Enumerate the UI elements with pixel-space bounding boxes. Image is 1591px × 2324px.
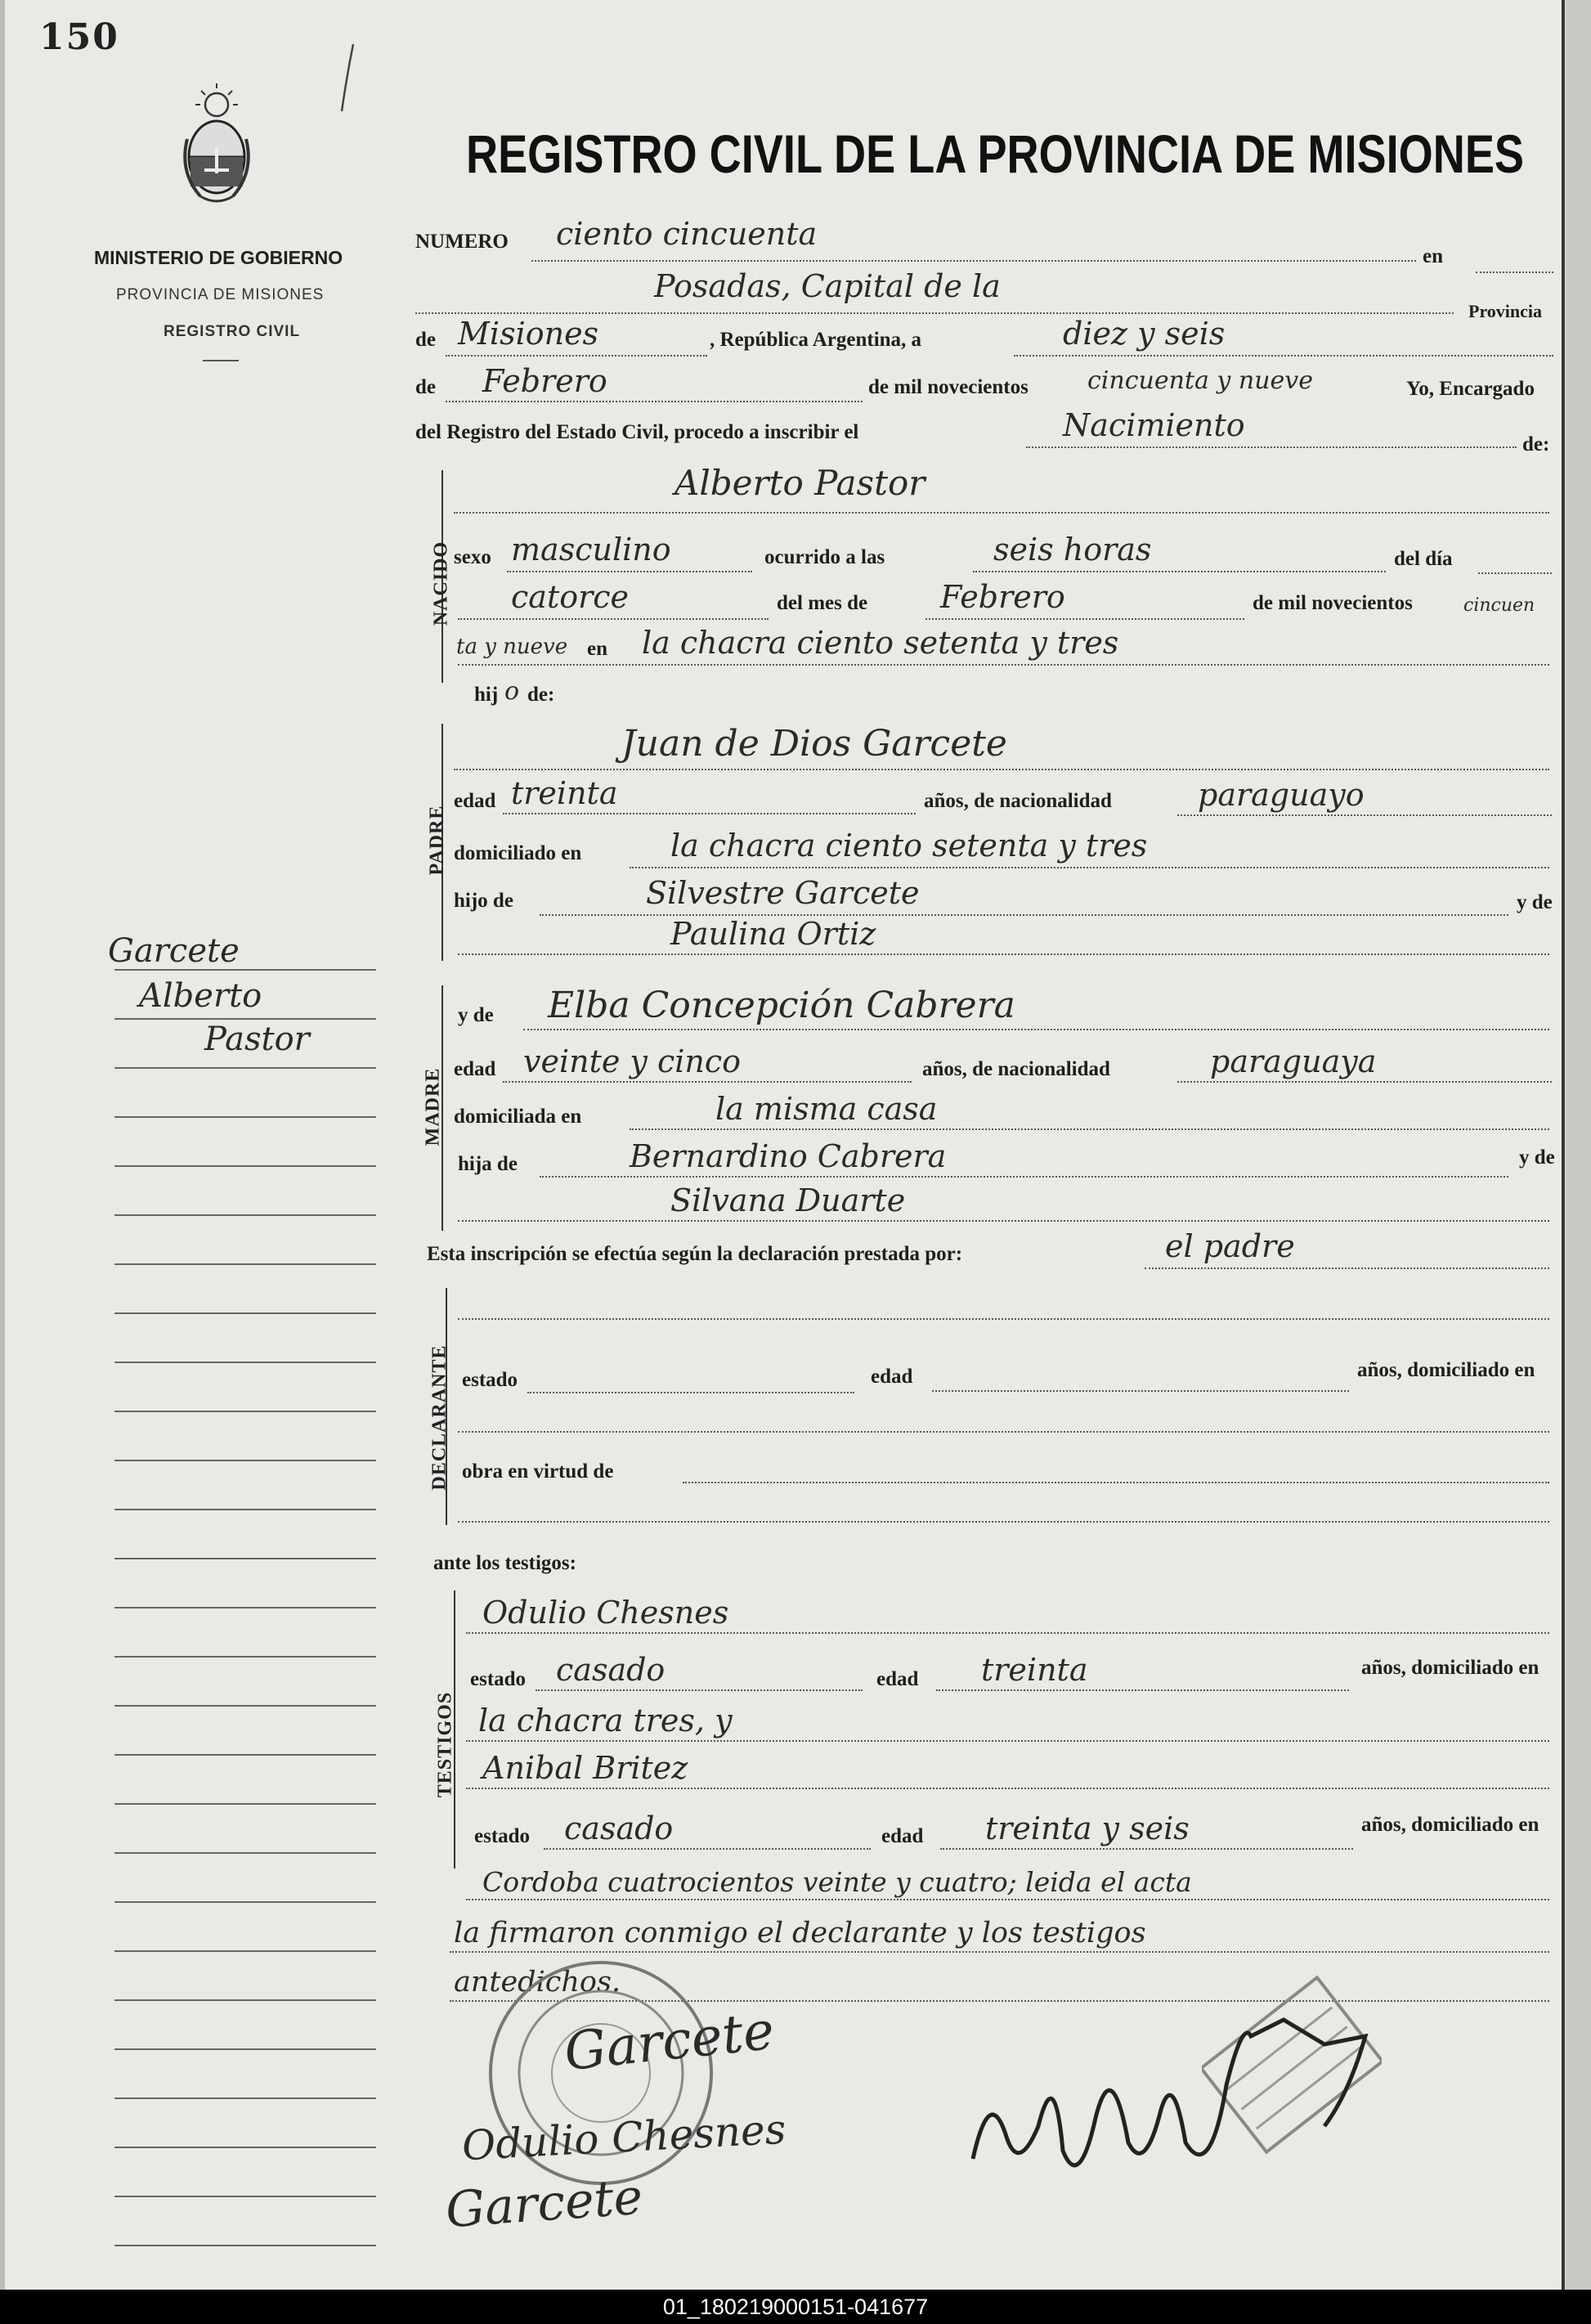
margin-rule bbox=[114, 1607, 376, 1608]
value-acto: Nacimiento bbox=[1063, 407, 1245, 443]
margin-rule bbox=[114, 1165, 376, 1167]
margin-rule bbox=[114, 1312, 376, 1314]
label-testigo1-edad: edad bbox=[876, 1668, 919, 1690]
value-testigo1-edad: treinta bbox=[981, 1652, 1088, 1688]
value-testigo2-nombre: Anibal Britez bbox=[482, 1750, 688, 1786]
label-de-colon-2: de: bbox=[527, 684, 555, 706]
value-madre-madre: Silvana Duarte bbox=[670, 1182, 906, 1218]
label-declaracion: Esta inscripción se efectúa según la declaración prestada por: bbox=[427, 1243, 963, 1265]
value-padre-nacionalidad: paraguayo bbox=[1198, 777, 1365, 813]
label-sexo: sexo bbox=[454, 546, 491, 568]
margin-note-first-name: Alberto bbox=[139, 977, 262, 1015]
margin-rule bbox=[114, 1263, 376, 1265]
label-de-2: de bbox=[415, 376, 436, 398]
label-del-registro: del Registro del Estado Civil, procedo a inscribir el bbox=[415, 421, 859, 443]
binding-line bbox=[1562, 0, 1565, 2290]
margin-note-surname: Garcete bbox=[108, 932, 240, 970]
value-testigo1-nombre: Odulio Chesnes bbox=[482, 1595, 729, 1631]
page-left-edge bbox=[0, 0, 5, 2290]
margin-rule bbox=[114, 1214, 376, 1216]
label-testigo2-estado: estado bbox=[474, 1825, 531, 1847]
label-y-de-madre: y de bbox=[458, 1004, 494, 1026]
ministry-name: MINISTERIO DE GOBIERNO bbox=[94, 247, 343, 268]
margin-rule bbox=[114, 1705, 376, 1707]
label-testigo2-domicilio: años, domiciliado en bbox=[1361, 1814, 1539, 1836]
margin-rule bbox=[114, 1852, 376, 1854]
registry-name: REGISTRO CIVIL bbox=[164, 323, 301, 340]
section-label-madre: MADRE bbox=[422, 1067, 444, 1146]
value-nombre: Alberto Pastor bbox=[674, 463, 925, 503]
margin-rule bbox=[114, 1362, 376, 1363]
value-lugar-nac: la chacra ciento setenta y tres bbox=[642, 625, 1119, 661]
section-label-declarante: DECLARANTE bbox=[428, 1344, 450, 1491]
label-numero: NUMERO bbox=[415, 231, 509, 253]
label-ocurrido: ocurrido a las bbox=[764, 546, 885, 568]
value-madre-edad: veinte y cinco bbox=[523, 1043, 742, 1079]
section-label-nacido: NACIDO bbox=[430, 541, 452, 626]
document-title: REGISTRO CIVIL DE LA PROVINCIA DE MISIONES bbox=[466, 123, 1525, 184]
signature-encargado bbox=[940, 1987, 1398, 2200]
label-de-colon: de: bbox=[1522, 433, 1550, 455]
label-en-2: en bbox=[587, 638, 607, 660]
margin-rule bbox=[114, 1803, 376, 1805]
value-madre-nacionalidad: paraguaya bbox=[1210, 1043, 1377, 1079]
margin-rule bbox=[114, 1116, 376, 1118]
margin-rule bbox=[114, 1999, 376, 2001]
value-mes-nac: Febrero bbox=[940, 579, 1065, 615]
margin-rule bbox=[114, 1558, 376, 1559]
page-number: 150 bbox=[39, 16, 119, 58]
label-padre-hijo-de: hijo de bbox=[454, 890, 513, 912]
province-name: PROVINCIA DE MISIONES bbox=[116, 286, 325, 303]
label-hija-de: hija de bbox=[458, 1153, 518, 1175]
label-testigo1-estado: estado bbox=[470, 1668, 527, 1690]
image-filename-caption: 01_180219000151-041677 bbox=[0, 2290, 1591, 2324]
label-padre-domicilio: domiciliado en bbox=[454, 842, 582, 864]
value-anio-nac-1: cincuen bbox=[1463, 595, 1535, 616]
label-testigo2-edad: edad bbox=[881, 1825, 924, 1847]
value-lugar: Posadas, Capital de la bbox=[654, 268, 1001, 304]
margin-rule bbox=[114, 1656, 376, 1658]
margin-rule bbox=[114, 1950, 376, 1952]
value-madre-nombre: Elba Concepción Cabrera bbox=[548, 985, 1015, 1026]
label-obra: obra en virtud de bbox=[462, 1460, 614, 1483]
value-padre-padre: Silvestre Garcete bbox=[646, 875, 920, 911]
coat-of-arms-emblem bbox=[176, 82, 258, 217]
label-y-de-3: y de bbox=[1519, 1146, 1555, 1169]
value-padre-nombre: Juan de Dios Garcete bbox=[621, 723, 1007, 765]
value-anio-registro: cincuenta y nueve bbox=[1087, 366, 1313, 395]
margin-rule bbox=[114, 1754, 376, 1756]
label-de-mil-nov: de mil novecientos bbox=[1253, 592, 1413, 614]
closing-text-2: antedichos. bbox=[454, 1966, 621, 1999]
value-testigo1-domicilio: la chacra tres, y bbox=[478, 1703, 733, 1739]
value-numero: ciento cincuenta bbox=[556, 216, 818, 252]
margin-rule bbox=[114, 2147, 376, 2148]
margin-rule bbox=[114, 2097, 376, 2099]
value-padre-madre: Paulina Ortiz bbox=[670, 916, 876, 952]
value-mes-registro: Febrero bbox=[482, 363, 607, 399]
margin-rule bbox=[114, 1901, 376, 1903]
closing-text-1: la firmaron conmigo el declarante y los testigos bbox=[454, 1917, 1146, 1949]
margin-rule bbox=[114, 1509, 376, 1510]
section-label-testigos: TESTIGOS bbox=[434, 1691, 456, 1798]
pen-mark bbox=[334, 41, 358, 114]
label-declarante-edad: edad bbox=[871, 1366, 913, 1388]
label-ante-testigos: ante los testigos: bbox=[433, 1552, 576, 1574]
margin-note-second-name: Pastor bbox=[204, 1021, 310, 1058]
value-testigo2-domicilio: Cordoba cuatrocientos veinte y cuatro; leida el acta bbox=[482, 1866, 1192, 1898]
label-de: de bbox=[415, 329, 436, 351]
label-en: en bbox=[1423, 245, 1443, 267]
signature-padre: Garcete bbox=[561, 2000, 778, 2084]
value-provincia: Misiones bbox=[458, 316, 599, 352]
margin-rule bbox=[114, 2196, 376, 2197]
margin-rule bbox=[114, 2245, 376, 2246]
label-madre-domicilio: domiciliada en bbox=[454, 1106, 582, 1128]
label-y-de: y de bbox=[1517, 891, 1553, 913]
margin-rule bbox=[114, 1411, 376, 1412]
section-label-padre: PADRE bbox=[426, 805, 448, 876]
label-madre-nacionalidad: años, de nacionalidad bbox=[922, 1058, 1110, 1080]
page-right-edge bbox=[1566, 0, 1591, 2290]
value-dia-nac: catorce bbox=[511, 579, 630, 615]
value-anio-nac-2: ta y nueve bbox=[456, 635, 568, 659]
value-hora: seis horas bbox=[993, 532, 1152, 568]
value-madre-domicilio: la misma casa bbox=[715, 1091, 938, 1127]
value-testigo2-estado: casado bbox=[564, 1810, 674, 1846]
label-madre-edad: edad bbox=[454, 1058, 496, 1080]
value-dia-registro: diez y seis bbox=[1063, 316, 1226, 352]
label-provincia: Provincia bbox=[1468, 301, 1543, 321]
value-declarante: el padre bbox=[1165, 1228, 1295, 1264]
header-rule bbox=[203, 360, 239, 361]
value-padre-edad: treinta bbox=[511, 775, 618, 811]
signature-declarante: Garcete bbox=[443, 2168, 645, 2240]
label-del-mes: del mes de bbox=[777, 592, 868, 614]
label-declarante-estado: estado bbox=[462, 1369, 518, 1391]
label-padre-edad: edad bbox=[454, 790, 496, 812]
value-madre-padre: Bernardino Cabrera bbox=[630, 1138, 947, 1174]
margin-rule bbox=[114, 2048, 376, 2050]
value-testigo1-estado: casado bbox=[556, 1652, 666, 1688]
margin-rule bbox=[114, 1460, 376, 1461]
label-yo-encargado: Yo, Encargado bbox=[1406, 378, 1535, 400]
label-declarante-domicilio: años, domiciliado en bbox=[1357, 1359, 1535, 1381]
label-de-mil: de mil novecientos bbox=[868, 376, 1029, 398]
value-sexo: masculino bbox=[511, 532, 671, 568]
label-testigo1-domicilio: años, domiciliado en bbox=[1361, 1657, 1539, 1679]
margin-rule bbox=[114, 1067, 376, 1069]
label-padre-nacionalidad: años, de nacionalidad bbox=[924, 790, 1112, 812]
label-hijo: hij bbox=[474, 684, 499, 706]
margin-rule bbox=[114, 1018, 376, 1020]
value-testigo2-edad: treinta y seis bbox=[985, 1810, 1190, 1846]
signature-testigo: Odulio Chesnes bbox=[460, 2105, 787, 2170]
value-padre-domicilio: la chacra ciento setenta y tres bbox=[670, 828, 1148, 864]
label-republica: , República Argentina, a bbox=[710, 329, 922, 351]
label-del-dia: del día bbox=[1394, 548, 1453, 570]
value-hijo-suffix: o bbox=[504, 677, 520, 706]
